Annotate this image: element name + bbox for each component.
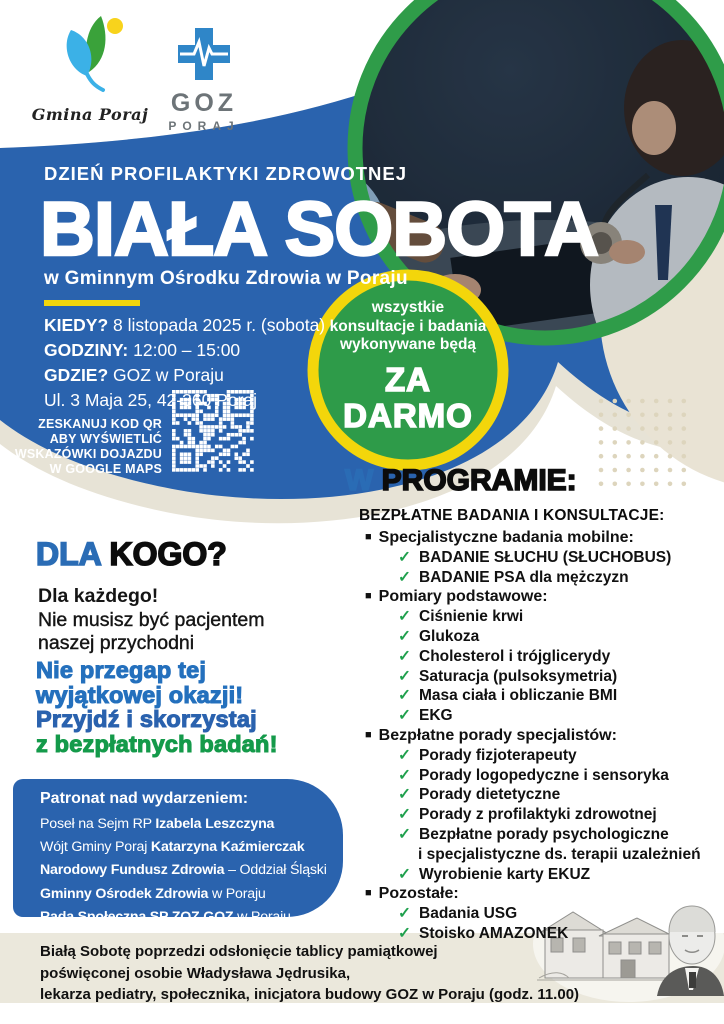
program-list xyxy=(365,528,715,944)
program-item: ✓ Badania USG xyxy=(398,905,518,923)
cta-line: z bezpłatnych badań! xyxy=(36,730,278,757)
free-badge-big: ZA DARMO xyxy=(343,360,473,434)
patronage-row: Gminny Ośrodek Zdrowia w Poraju xyxy=(40,885,266,902)
check-icon: ✓ xyxy=(398,687,411,705)
gmina-logo-caption: Gmina Poraj xyxy=(31,105,149,124)
check-icon: ✓ xyxy=(398,548,411,566)
audience-heading-rest: KOGO? xyxy=(109,536,227,572)
program-item: i specjalistyczne ds. terapii uzależnień xyxy=(418,845,701,863)
program-item: ✓ Glukoza xyxy=(398,627,480,645)
event-detail-row: GDZIE? GOZ w Poraju xyxy=(44,365,224,385)
program-group-label: ■ Specjalistyczne badania mobilne: xyxy=(365,529,634,546)
program-heading-accent: W xyxy=(345,464,374,497)
square-bullet-icon: ■ xyxy=(365,590,372,603)
cta-line: wyjątkowej okazji! xyxy=(36,681,244,708)
audience-intro-strong: Dla każdego! xyxy=(38,585,159,607)
check-icon: ✓ xyxy=(398,924,411,942)
program-item: ✓ Stoisko AMAZONEK xyxy=(398,924,569,942)
patronage-row: Poseł na Sejm RP Izabela Leszczyna xyxy=(40,816,275,832)
patronage-row: Narodowy Fundusz Zdrowia – Oddział Śląski xyxy=(40,862,327,879)
event-detail-row: GODZINY: 12:00 – 15:00 xyxy=(44,340,241,360)
patronage-row: Wójt Gminy Poraj Katarzyna Kaźmierczak xyxy=(40,839,305,856)
program-item: ✓ Ciśnienie krwi xyxy=(398,608,524,626)
check-icon: ✓ xyxy=(398,825,411,843)
cta-line: Przyjdź i skorzystaj xyxy=(36,706,257,733)
goz-logo-town: PORAJ xyxy=(168,119,240,133)
program-item: ✓ Saturacja (pulsoksymetria) xyxy=(398,667,618,685)
check-icon: ✓ xyxy=(398,667,411,685)
medical-cross-icon xyxy=(176,26,232,82)
program-item: ✓ Masa ciała i obliczanie BMI xyxy=(398,687,618,705)
gmina-poraj-logo xyxy=(26,14,154,124)
program-group-label: ■ Pomiary podstawowe: xyxy=(365,588,548,606)
program-item: ✓ Wyrobienie karty EKUZ xyxy=(398,865,591,883)
tulip-icon xyxy=(49,14,131,98)
goz-logo-acronym: GOZ xyxy=(170,89,238,117)
check-icon: ✓ xyxy=(398,806,411,824)
program-item: ✓ EKG xyxy=(398,707,453,725)
program-group-label: ■ Pozostałe: xyxy=(365,885,459,903)
program-item: ✓ Porady logopedyczne i sensoryka xyxy=(398,766,669,784)
program-item: ✓ Cholesterol i trójglicerydy xyxy=(398,647,611,665)
check-icon: ✓ xyxy=(398,905,411,923)
free-badge-intro: wszystkie konsultacje i badania wykonywane będą xyxy=(329,299,487,353)
program-group-label: ■ Bezpłatne porady specjalistów: xyxy=(365,726,617,744)
square-bullet-icon: ■ xyxy=(365,728,372,741)
program-item: ✓ Porady z profilaktyki zdrowotnej xyxy=(398,806,657,824)
check-icon: ✓ xyxy=(398,865,411,883)
event-subtitle: w Gminnym Ośrodku Zdrowia w Poraju xyxy=(44,268,408,289)
footer-text: Białą Sobotę poprzedzi odsłonięcie tablicy pamiątkowej poświęconej osobie Władysława Jędrusika, lekarza pediatry, społecznika, inicjatora budowy GOZ w Poraju (godz. 11.00) xyxy=(40,943,580,1003)
patronage-rows xyxy=(40,813,343,929)
check-icon: ✓ xyxy=(398,608,411,626)
divider xyxy=(44,300,140,306)
check-icon: ✓ xyxy=(398,786,411,804)
program-item: ✓ Bezpłatne porady psychologiczne xyxy=(398,825,669,843)
check-icon: ✓ xyxy=(398,647,411,665)
event-details xyxy=(44,313,325,413)
program-subheading: BEZPŁATNE BADANIA I KONSULTACJE: xyxy=(359,507,665,524)
audience-intro xyxy=(38,585,265,656)
program-heading-rest: PROGRAMIE: xyxy=(373,464,577,497)
program-item: ✓ Porady fizjoterapeuty xyxy=(398,746,577,764)
audience-heading xyxy=(36,536,227,573)
event-kicker: DZIEŃ PROFILAKTYKI ZDROWOTNEJ xyxy=(44,163,408,184)
event-detail-row: Ul. 3 Maja 25, 42-360 Poraj xyxy=(44,390,258,410)
event-title: BIAŁA SOBOTA xyxy=(40,187,598,272)
free-badge xyxy=(300,299,516,434)
program-heading xyxy=(345,464,577,498)
patronage-row: Rada Społeczna SP ZOZ GOZ w Poraju xyxy=(40,908,291,925)
check-icon: ✓ xyxy=(398,627,411,645)
goz-poraj-logo xyxy=(156,26,252,133)
audience-intro-lines: Nie musisz być pacjentem naszej przychodni xyxy=(38,608,265,654)
check-icon: ✓ xyxy=(398,707,411,725)
check-icon: ✓ xyxy=(398,568,411,586)
program-item: ✓ BADANIE PSA dla mężczyzn xyxy=(398,568,629,586)
program-item: ✓ BADANIE SŁUCHU (SŁUCHOBUS) xyxy=(398,548,672,566)
patronage-title: Patronat nad wydarzeniem: xyxy=(40,790,249,807)
square-bullet-icon: ■ xyxy=(365,887,372,900)
check-icon: ✓ xyxy=(398,766,411,784)
patronage-box xyxy=(13,779,343,925)
audience-heading-accent: DLA xyxy=(36,536,110,572)
qr-caption: ZESKANUJ KOD QR ABY WYŚWIETLIĆ WSKAZÓWKI DOJAZDU W GOOGLE MAPS xyxy=(14,417,162,476)
program-item: ✓ Porady dietetyczne xyxy=(398,786,561,804)
event-detail-row: KIEDY? 8 listopada 2025 r. (sobota) xyxy=(44,315,326,335)
check-icon: ✓ xyxy=(398,746,411,764)
square-bullet-icon: ■ xyxy=(365,531,372,543)
cta-line: Nie przegap tej xyxy=(36,657,207,683)
audience-cta xyxy=(36,658,278,756)
